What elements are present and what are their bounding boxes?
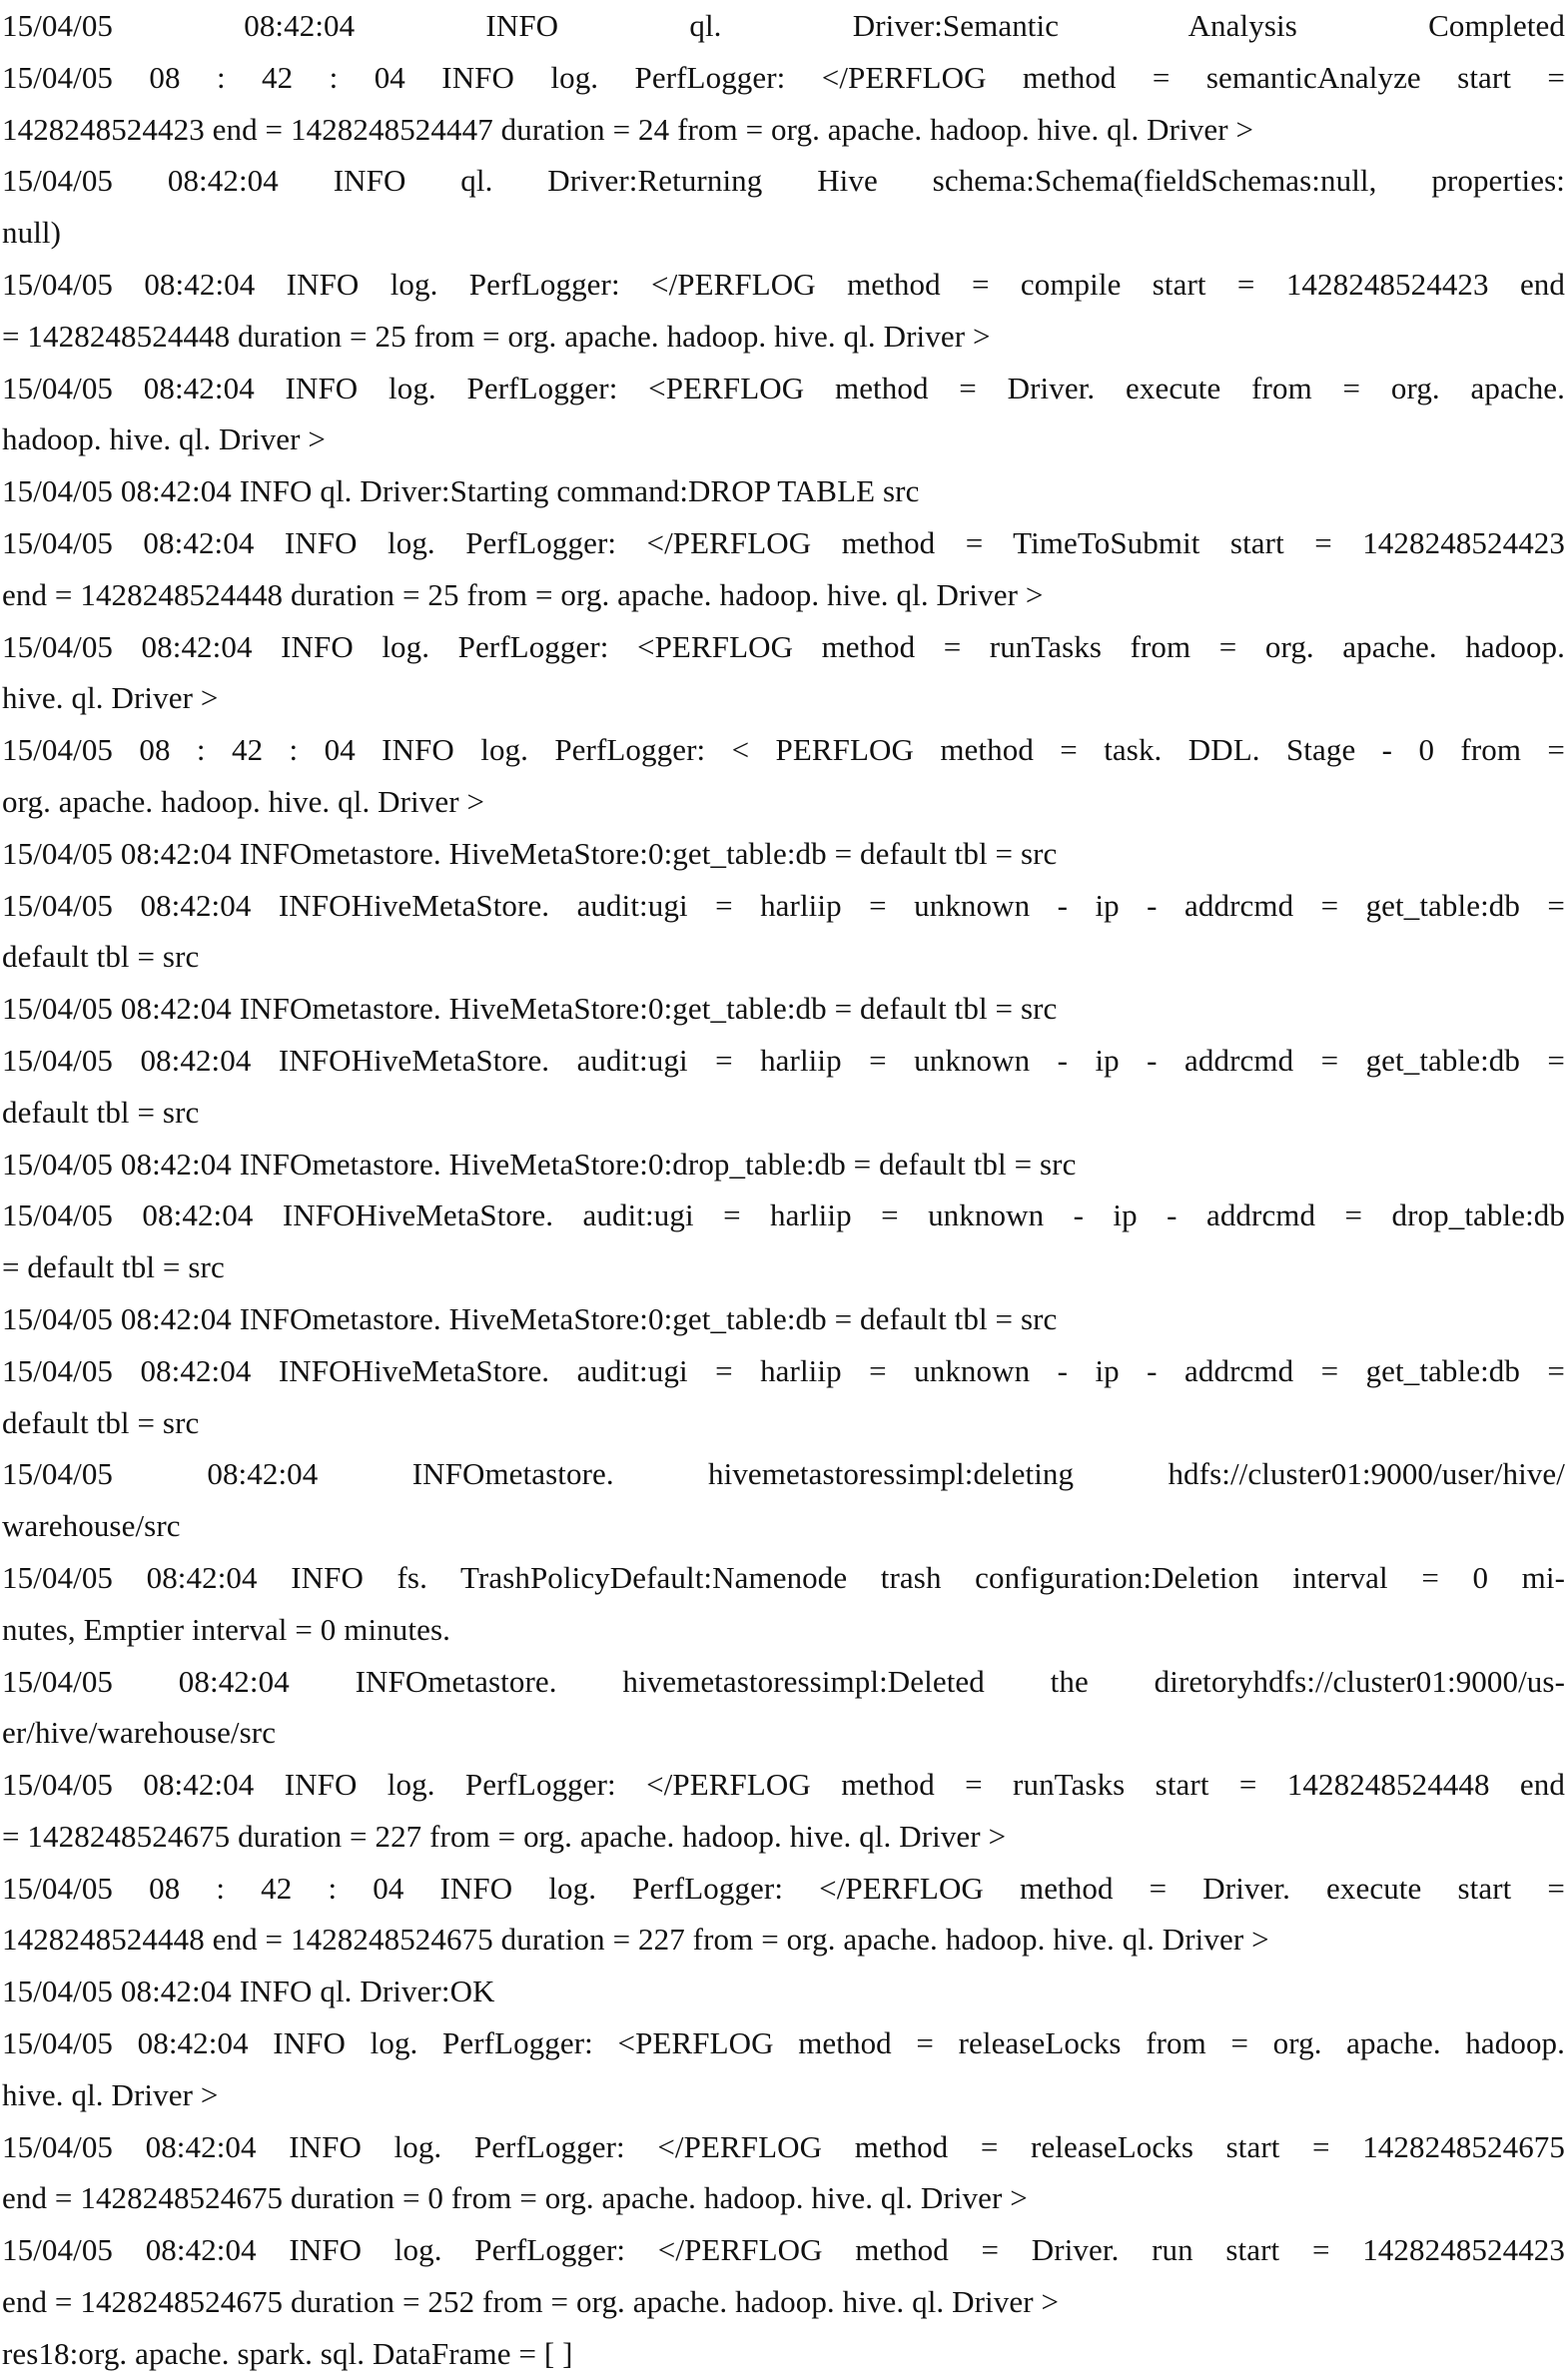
log-line: = 1428248524675 duration = 227 from = org. apache. hadoop. hive. ql. Driver > [2,1818,1007,1854]
log-line: 15/04/05 08:42:04 INFO log. PerfLogger: <PERFLOG method = Driver. execute from = org. apache. [2,370,1565,405]
log-line: 15/04/05 08:42:04 INFOmetastore. hivemetastoressimpl:Deleted the diretoryhdfs://cluster01:9000/us- [2,1663,1565,1699]
log-line: 15/04/05 08:42:04 INFO log. PerfLogger: </PERFLOG method = compile start = 1428248524423 end [2,266,1565,302]
log-line: default tbl = src [2,1404,200,1440]
log-line: end = 1428248524448 duration = 25 from = org. apache. hadoop. hive. ql. Driver > [2,576,1044,612]
log-line: default tbl = src [2,939,200,975]
log-line: 15/04/05 08:42:04 INFO log. PerfLogger: </PERFLOG method = releaseLocks start = 1428248524675 [2,2128,1565,2164]
log-line: end = 1428248524675 duration = 0 from = org. apache. hadoop. hive. ql. Driver > [2,2180,1028,2216]
log-line: 15/04/05 08:42:04 INFO log. PerfLogger: </PERFLOG method = runTasks start = 1428248524448 end [2,1767,1565,1803]
log-line: 15/04/05 08:42:04 INFOmetastore. hivemetastoressimpl:deleting hdfs://cluster01:9000/user/hive/ [2,1456,1565,1492]
log-line: 15/04/05 08:42:04 INFOHiveMetaStore. audit:ugi = harliip = unknown - ip - addrcmd = drop_table:db [2,1197,1565,1233]
log-line: org. apache. hadoop. hive. ql. Driver > [2,783,485,819]
log-line: 15/04/05 08:42:04 INFO ql. Driver:Semantic Analysis Completed [2,8,1565,43]
log-line: 15/04/05 08:42:04 INFO log. PerfLogger: <PERFLOG method = runTasks from = org. apache. hadoop. [2,628,1565,664]
log-line: 15/04/05 08:42:04 INFOHiveMetaStore. audit:ugi = harliip = unknown - ip - addrcmd = get_table:db = [2,1042,1565,1078]
log-line: 15/04/05 08:42:04 INFO log. PerfLogger: </PERFLOG method = Driver. run start = 1428248524423 [2,2232,1565,2268]
log-line: = 1428248524448 duration = 25 from = org. apache. hadoop. hive. ql. Driver > [2,318,991,354]
log-line: 15/04/05 08:42:04 INFOmetastore. HiveMetaStore:0:get_table:db = default tbl = src [2,835,1058,871]
log-line: 15/04/05 08:42:04 INFOHiveMetaStore. audit:ugi = harliip = unknown - ip - addrcmd = get_table:db = [2,887,1565,923]
log-line: warehouse/src [2,1508,181,1544]
log-line: 15/04/05 08 : 42 : 04 INFO log. PerfLogger: < PERFLOG method = task. DDL. Stage - 0 from = [2,732,1565,768]
log-line: 15/04/05 08:42:04 INFOmetastore. HiveMetaStore:0:drop_table:db = default tbl = src [2,1146,1077,1182]
log-line: 15/04/05 08:42:04 INFO ql. Driver:Returning Hive schema:Schema(fieldSchemas:null, properties: [2,163,1565,199]
log-line: hive. ql. Driver > [2,2076,219,2112]
log-line: null) [2,215,62,251]
log-line: nutes, Emptier interval = 0 minutes. [2,1611,450,1647]
log-line: default tbl = src [2,1094,200,1130]
log-line: 15/04/05 08:42:04 INFO ql. Driver:OK [2,1974,495,2009]
log-line: 15/04/05 08:42:04 INFOmetastore. HiveMetaStore:0:get_table:db = default tbl = src [2,1300,1058,1336]
log-line: 1428248524423 end = 1428248524447 duration = 24 from = org. apache. hadoop. hive. ql. Driver > [2,111,1254,147]
log-line: = default tbl = src [2,1249,225,1285]
log-line: 15/04/05 08:42:04 INFOHiveMetaStore. audit:ugi = harliip = unknown - ip - addrcmd = get_table:db = [2,1352,1565,1388]
log-line: 15/04/05 08:42:04 INFO log. PerfLogger: </PERFLOG method = TimeToSubmit start = 1428248524423 [2,524,1565,560]
log-line: er/hive/warehouse/src [2,1715,277,1751]
log-line: hive. ql. Driver > [2,680,219,716]
log-line: 15/04/05 08:42:04 INFO ql. Driver:Starting command:DROP TABLE src [2,473,920,509]
log-line: 15/04/05 08 : 42 : 04 INFO log. PerfLogger: </PERFLOG method = semanticAnalyze start = [2,59,1565,95]
log-line: hadoop. hive. ql. Driver > [2,421,326,457]
log-line: res18:org. apache. spark. sql. DataFrame = [ ] [2,2335,573,2371]
log-line: 1428248524448 end = 1428248524675 duration = 227 from = org. apache. hadoop. hive. ql. Driver > [2,1922,1269,1958]
log-line: 15/04/05 08 : 42 : 04 INFO log. PerfLogger: </PERFLOG method = Driver. execute start = [2,1870,1565,1906]
log-line: 15/04/05 08:42:04 INFO fs. TrashPolicyDefault:Namenode trash configuration:Deletion interval = 0 mi- [2,1559,1565,1595]
log-line: 15/04/05 08:42:04 INFOmetastore. HiveMetaStore:0:get_table:db = default tbl = src [2,991,1058,1027]
log-line: end = 1428248524675 duration = 252 from = org. apache. hadoop. hive. ql. Driver > [2,2284,1060,2320]
log-line: 15/04/05 08:42:04 INFO log. PerfLogger: <PERFLOG method = releaseLocks from = org. apache. hadoop. [2,2025,1565,2061]
